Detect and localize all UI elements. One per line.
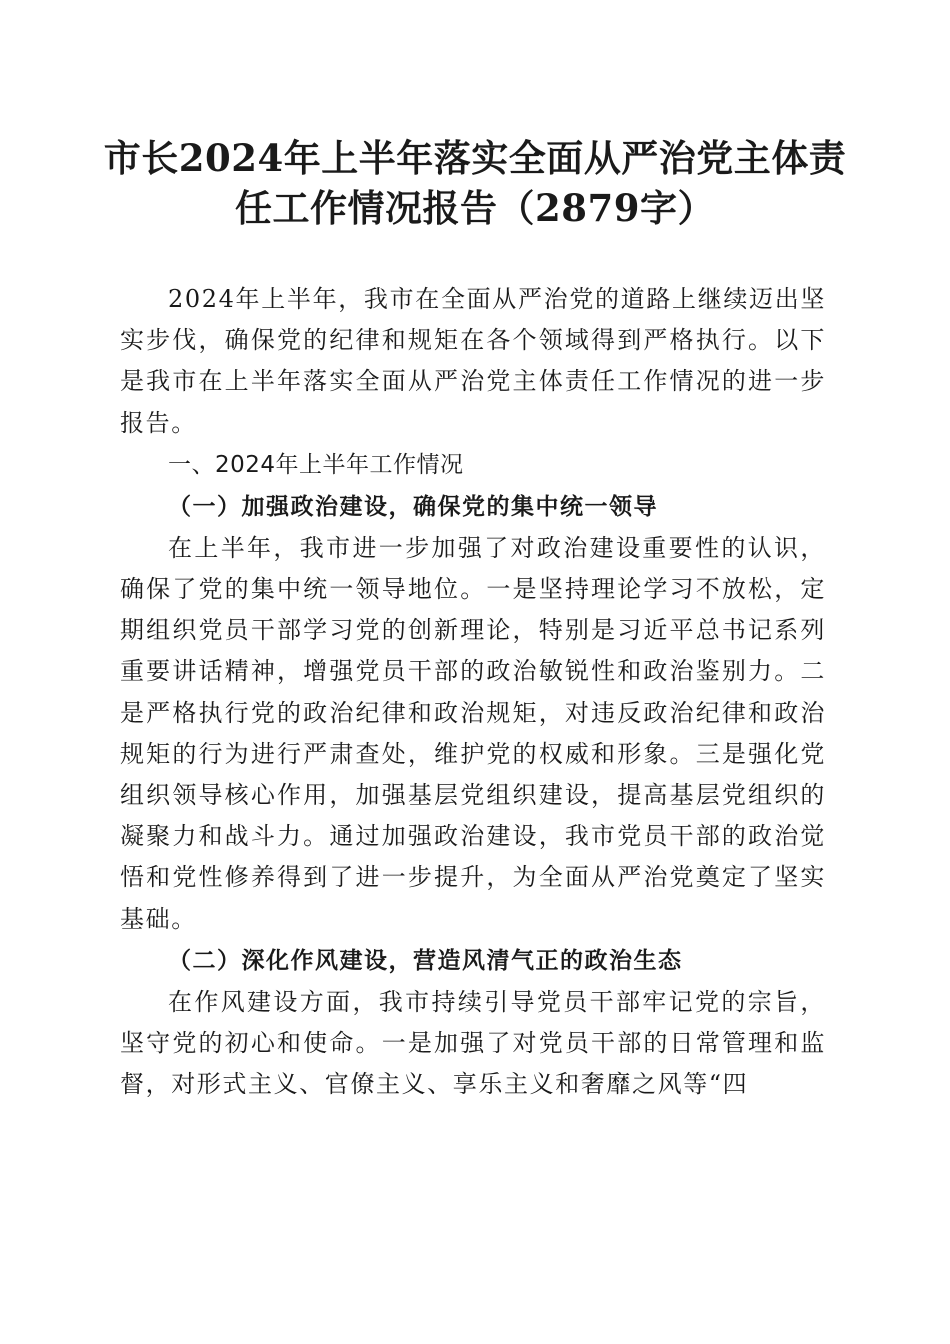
subsection-heading-2: （二）深化作风建设，营造风清气正的政治生态 xyxy=(168,946,683,974)
title-line-2: 任工作情况报告（2879字） xyxy=(235,186,715,230)
title-line-1: 市长2024年上半年落实全面从严治党主体责 xyxy=(103,136,847,180)
document-title xyxy=(80,133,870,233)
section-heading-1: 一、2024年上半年工作情况 xyxy=(168,451,464,478)
subsection-1-paragraph: 在上半年，我市进一步加强了对政治建设重要性的认识，确保了党的集中统一领导地位。一是坚持理论学习不放松，定期组织党员干部学习党的创新理论，特别是习近平总书记系列重要讲话精神，增强党员干部的政治敏锐性和政治鉴别力。二是严格执行党的政治纪律和政治规矩，对违反政治纪律和政治规矩的行为进行严肃查处，维护党的权威和形象。三是强化党组织领导核心作用，加强基层党组织建设，提高基层党组织的凝聚力和战斗力。通过加强政治建设，我市党员干部的政治觉悟和党性修养得到了进一步提升，为全面从严治党奠定了坚实基础。 xyxy=(120,533,826,933)
subsection-heading-1: （一）加强政治建设，确保党的集中统一领导 xyxy=(168,492,658,520)
intro-paragraph: 2024年上半年，我市在全面从严治党的道路上继续迈出坚实步伐，确保党的纪律和规矩在各个领域得到严格执行。以下是我市在上半年落实全面从严治党主体责任工作情况的进一步报告。 xyxy=(120,285,826,437)
subsection-2-paragraph: 在作风建设方面，我市持续引导党员干部牢记党的宗旨，坚守党的初心和使命。一是加强了对党员干部的日常管理和监督，对形式主义、官僚主义、享乐主义和奢靡之风等“四 xyxy=(120,987,826,1099)
document-body xyxy=(120,279,826,1105)
